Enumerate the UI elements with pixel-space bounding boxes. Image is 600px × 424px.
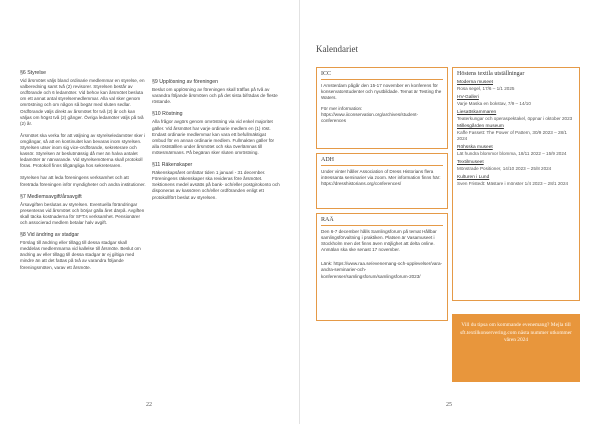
exhibition-details: Kaffe Fassett: The Power of Pattern, 30/9 2023 – 28/1 2024 <box>457 130 567 142</box>
event-link[interactable]: Länk: https://www.raa.se/evenemang-och-upplevelser/vara-andra-seminarier-och-konferenser/samlingsforum/samlingsforum-2023/ <box>321 261 443 279</box>
section-11 <box>152 162 280 201</box>
event-box-title: ICC <box>321 71 332 77</box>
exhibition-venue[interactable]: Kulturen i Lund <box>457 174 490 180</box>
section-paragraph: Räkenskapsåret omfattar tiden 1 januari - 31 december. Föreningens räkenskaper ska revideras före årsmötet. Sektionens medel avsätts på bank- och/eller postgirokonto och disponeras av kassören och/eller ordföranden enligt ett protokollfört beslut av styrelsen. <box>152 170 280 200</box>
section-paragraph: Årsmötet ska verka för att väljning av styrelseledamöter sker i omgångar, så att en kontinuitet kan bevaras inom styrelsen. Styrelsen utser inom sig vice-ordförande, sekreterare och kassör. Styrelsen är beslutmässig då mer än halva antalet ledamöter är närvarande. Vid styrelsemöterna skall protokoll föras. Protokoll finns tillgängliga hos sekreteraren. <box>20 132 146 169</box>
exhibition-item <box>457 124 575 142</box>
exhibition-venue[interactable]: HV-Galleri <box>457 94 479 100</box>
exhibition-details: Mönstrade Positioner, 14/10 2023 – 25/8 2024 <box>457 165 552 171</box>
promo-text: Vill du tipsa om kommande evenemang? Mejla till sft.textilkonservering.com nästa nummer utkommer våren 2024 <box>460 322 572 344</box>
event-box-raa <box>316 213 448 321</box>
stadgar-column-2 <box>152 79 280 207</box>
section-paragraph: Årsavgiften beslutas av styrelsen. Eventuella förändringar presenteras vid årsmötet och börjar gälla året därpå. Avgiften skall täcka kostnaderna för SFT:s verksamhet. Pensionärer och associerad medlem betalar halv avgift. <box>20 201 145 225</box>
title-divider <box>321 225 443 226</box>
event-box-icc <box>316 67 448 149</box>
event-text: Under vinter håller Association of Dress Historians flera intressanta seminarier via zoom. Mer information finns här: https://dresshistorians.org/conferences/ <box>321 169 441 187</box>
page-number-right: 25 <box>446 402 452 408</box>
exhibition-item <box>457 145 575 157</box>
page-number-left: 22 <box>146 402 152 408</box>
exhibition-venue[interactable]: Moderna museet <box>457 80 493 85</box>
exhibition-details: Varje Maska en bokstav, 7/9 – 14/10 <box>457 100 531 106</box>
exhibition-venue[interactable]: Millesgården museum <box>457 124 504 130</box>
event-box-title: RAÄ <box>321 217 334 223</box>
section-heading: §11 Räkenskaper <box>152 162 193 169</box>
exhibition-item <box>457 95 575 107</box>
section-10 <box>152 111 280 156</box>
section-6 <box>20 70 146 188</box>
event-link[interactable]: För mer information: https://www.iiconservation.org/archives/student-conferences <box>321 106 419 124</box>
section-paragraph: Vid årsmötet väljs bland ordinarie medlemmar en styrelse, en valberedning samt två (2) revisorer. Styrelsen består av ordförande och 6 ledamöter. Vid behov kan årsmötet besluta om ett annat antal styrelsemedlemmar. Alla val sker genom omröstning och om någon så begär med sluten sedlar. Ordförande väljs direkt av årsmötet för två (2) år och kan väljas om högst två (2) gånger. Övriga ledamöter väljs på två (2) år. <box>20 78 145 126</box>
section-heading: §7 Medlemsavgift/årsavgift <box>20 193 82 200</box>
event-text: I Amsterdam pågår den 15-17 november en konferens för konservatorstudenter och nyutbildade. Temat är Testing the Waters. <box>321 83 442 101</box>
event-box-title: ADH <box>321 157 334 163</box>
exhibition-details: Rosa segel, 17/6 – 1/1 2025 <box>457 86 515 91</box>
exhibition-venue[interactable]: Liesattskammaren <box>457 109 497 115</box>
event-text: Den 6-7 december hålls Samlingsforum på temat Hållbar samlingsförvaltning i praktiken. Platsen är Vasamuseet i Stockholm men det finns även möjlighet att delta online. Anmälan ska ske senast 17 november. <box>321 229 437 253</box>
stadgar-column-1 <box>20 70 146 277</box>
left-page <box>0 0 299 424</box>
exhibition-details: Lät hundra blommor blomma, 18/11 2022 – 15/9 2024 <box>457 150 567 156</box>
section-8 <box>20 232 146 271</box>
section-7 <box>20 194 146 226</box>
exhibition-venue[interactable]: Röhsska museet <box>457 144 493 150</box>
exhibitions-title: Höstens textila utställningar <box>457 71 525 77</box>
exhibition-details: Sven Fristedt: Mästare i mönster 1/4 2023 – 28/1 2024 <box>457 180 569 186</box>
exhibition-item <box>457 160 575 172</box>
section-heading: §10 Röstning <box>152 111 183 118</box>
section-paragraph: Styrelsen har att leda föreningens verksamhet och att företräda föreningen inför myndigheter och andra institutioner. <box>20 175 146 187</box>
section-heading: §8 Vid ändring av stadgar <box>20 232 80 239</box>
exhibition-item <box>457 80 575 92</box>
section-paragraph: Förslag till ändring eller tillägg till dessa stadgar skall meddelas medlemmarna vid kallelse till årsmöte. Beslut om ändring av eller tillägg till dessa stadgar är ej giltiga med mindre än att det fattas på två av varandra följande föreningsmöten, varav ett årsmöte. <box>20 240 141 270</box>
title-divider <box>321 165 443 166</box>
exhibition-venue[interactable]: Textilmuseet <box>457 159 484 165</box>
exhibition-item <box>457 175 575 187</box>
exhibition-item <box>457 110 575 122</box>
section-heading: §9 Upplösning av föreningen <box>152 79 219 85</box>
section-9 <box>152 79 280 105</box>
title-divider <box>321 79 443 80</box>
event-box-adh <box>316 153 448 209</box>
exhibitions-box <box>452 67 580 301</box>
exhibition-details: Teaterkungar och operaspektakel, öppnar i oktober 2023 <box>457 115 573 121</box>
section-paragraph: Beslut om upplösning av föreningen skall träffas på två av varandra följande årsmöten och på det sista bifrädas de fleste röstande. <box>152 87 278 105</box>
page-title: Kalendariet <box>316 44 358 54</box>
promo-box <box>452 314 580 382</box>
section-paragraph: Alla frågor avgörs genom omröstning via vid enkel majoritet gäller. Vid årsmötet har varje ordinarie medlem en (1) röst. Endast ordinarie medlemmar kan vara ett befullmäktigat ombud för en annan ordinarie medlem. Fullmakten gäller för alla röstställlen under årsmötet och ska överlämnas till mötesmärmans. På begäran sker sluten omröstning. <box>152 119 275 155</box>
section-heading: §6 Styrelse <box>20 70 46 76</box>
